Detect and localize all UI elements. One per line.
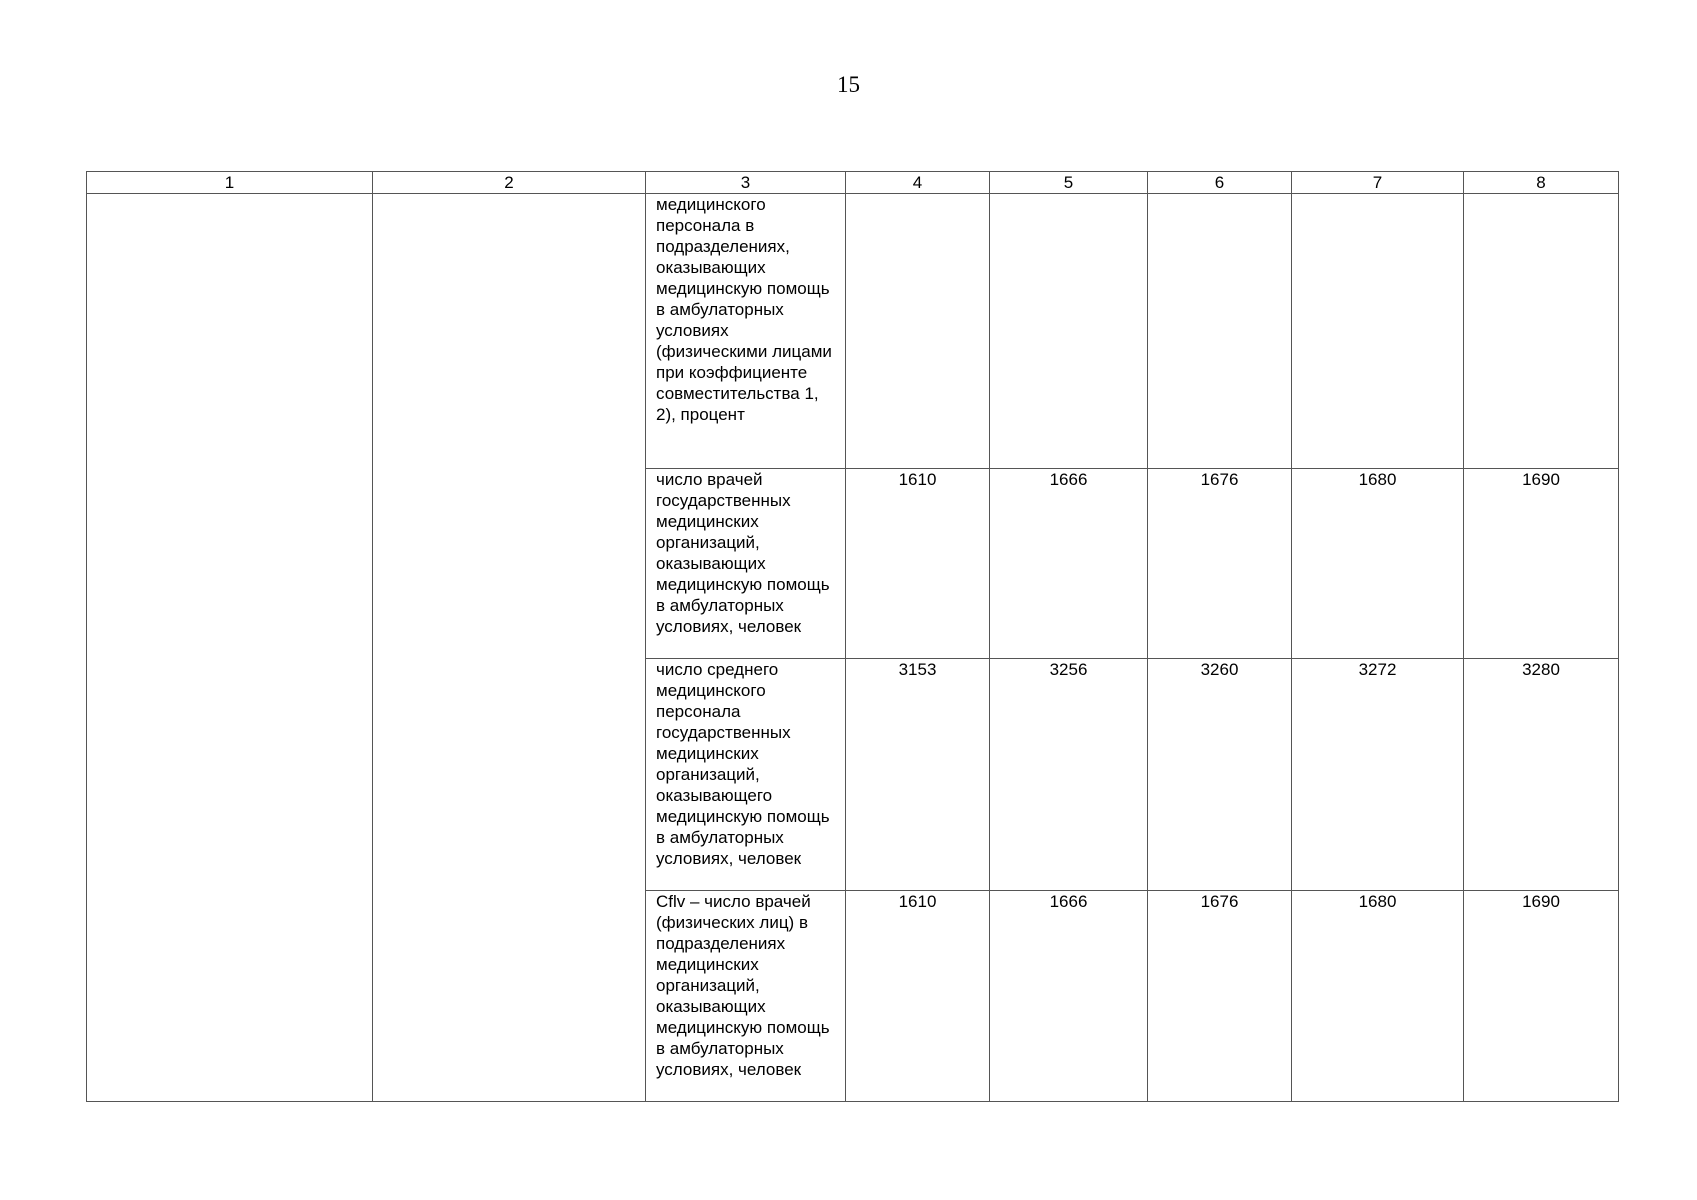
column-number-3: 3 bbox=[646, 172, 846, 194]
table-header-row bbox=[87, 172, 1619, 194]
page-number: 15 bbox=[837, 72, 860, 97]
value-cell bbox=[846, 194, 990, 469]
column-number-1: 1 bbox=[87, 172, 373, 194]
value-cell: 3260 bbox=[1148, 659, 1292, 891]
indicator-cell: число врачей государственных медицинских организаций, оказывающих медицинскую помощь в амбулаторных условиях, человек bbox=[646, 469, 846, 659]
value-cell: 1610 bbox=[846, 469, 990, 659]
value-cell: 1666 bbox=[990, 891, 1148, 1102]
table-row bbox=[87, 194, 1619, 469]
value-cell bbox=[1464, 194, 1619, 469]
value-cell: 3256 bbox=[990, 659, 1148, 891]
indicator-cell: медицинского персонала в подразделениях, оказывающих медицинскую помощь в амбулаторных условиях (физическими лицами при коэффициенте совместительства 1, 2), процент bbox=[646, 194, 846, 469]
column-number-6: 6 bbox=[1148, 172, 1292, 194]
indicator-cell: число среднего медицинского персонала государственных медицинских организаций, оказывающего медицинскую помощь в амбулаторных условиях, человек bbox=[646, 659, 846, 891]
value-cell: 1690 bbox=[1464, 469, 1619, 659]
value-cell: 1666 bbox=[990, 469, 1148, 659]
data-table bbox=[86, 171, 1619, 1102]
column-number-4: 4 bbox=[846, 172, 990, 194]
value-cell: 3153 bbox=[846, 659, 990, 891]
column-number-8: 8 bbox=[1464, 172, 1619, 194]
value-cell: 1676 bbox=[1148, 891, 1292, 1102]
value-cell bbox=[990, 194, 1148, 469]
value-cell bbox=[1292, 194, 1464, 469]
indicator-cell: Cflv – число врачей (физических лиц) в подразделениях медицинских организаций, оказывающих медицинскую помощь в амбулаторных условиях, человек bbox=[646, 891, 846, 1102]
value-cell: 1690 bbox=[1464, 891, 1619, 1102]
column-number-5: 5 bbox=[990, 172, 1148, 194]
value-cell: 1676 bbox=[1148, 469, 1292, 659]
column-number-2: 2 bbox=[373, 172, 646, 194]
value-cell: 3272 bbox=[1292, 659, 1464, 891]
value-cell: 1610 bbox=[846, 891, 990, 1102]
value-cell: 3280 bbox=[1464, 659, 1619, 891]
value-cell: 1680 bbox=[1292, 891, 1464, 1102]
empty-cell-col1 bbox=[87, 194, 373, 1102]
empty-cell-col2 bbox=[373, 194, 646, 1102]
column-number-7: 7 bbox=[1292, 172, 1464, 194]
value-cell bbox=[1148, 194, 1292, 469]
value-cell: 1680 bbox=[1292, 469, 1464, 659]
